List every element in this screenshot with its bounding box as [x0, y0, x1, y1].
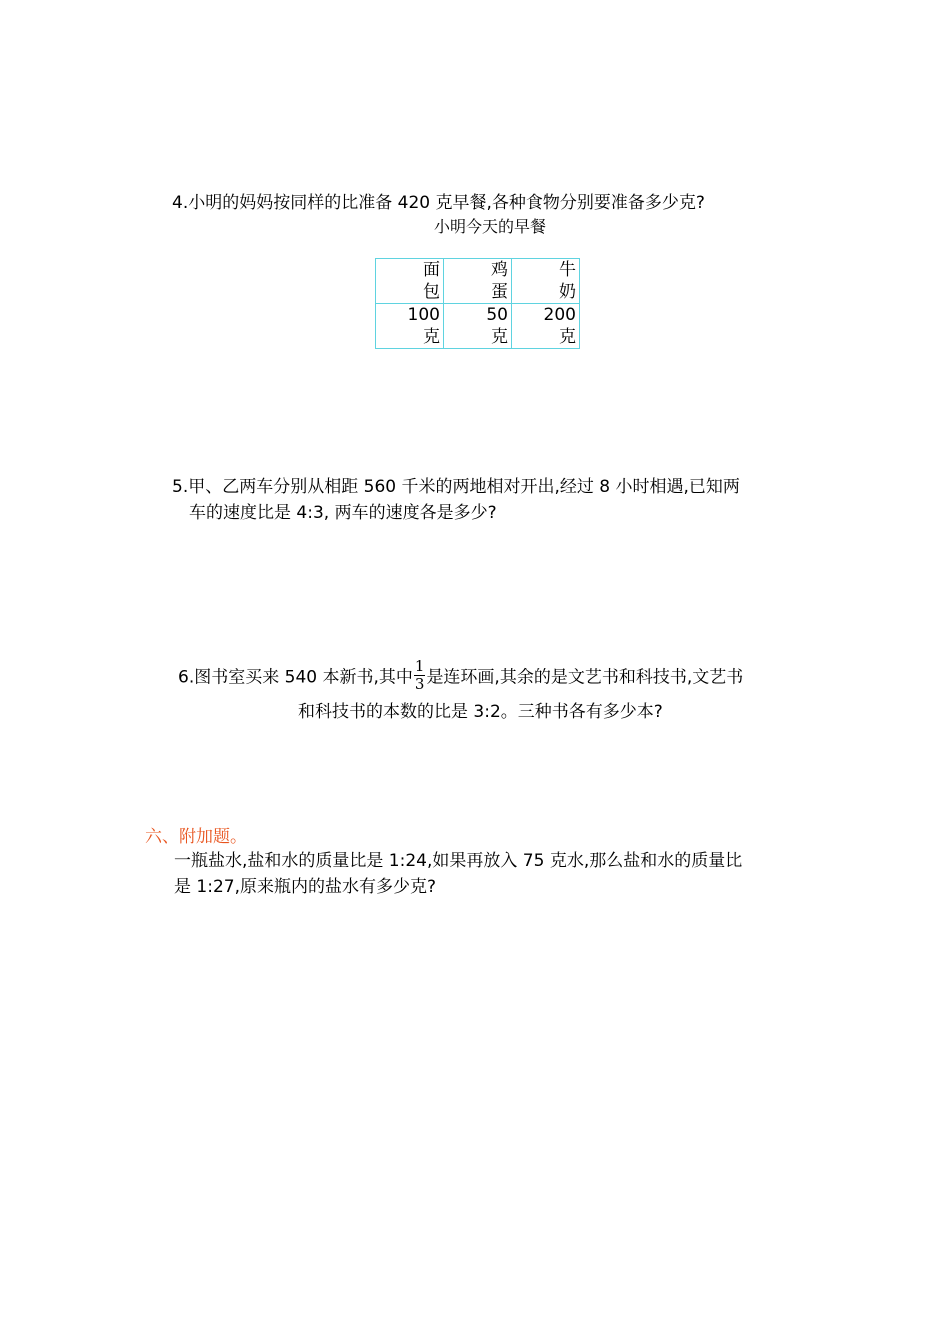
fraction-denominator: 3: [414, 675, 425, 693]
table-header-cell: [512, 259, 580, 304]
breakfast-table-caption: 小明今天的早餐: [433, 217, 546, 236]
milk-amount: 200: [543, 305, 576, 325]
table-value-cell: [376, 304, 444, 349]
header-egg-char2: 蛋: [491, 282, 508, 302]
extra-question-line-1: 一瓶盐水,盐和水的质量比是 1:24,如果再放入 75 克水,那么盐和水的质量比: [174, 851, 743, 871]
header-milk-char2: 奶: [559, 282, 576, 302]
milk-unit: 克: [559, 327, 576, 347]
header-egg-char1: 鸡: [491, 260, 508, 280]
table-value-cell: [444, 304, 512, 349]
breakfast-table: [375, 258, 580, 349]
one-third-fraction: [414, 658, 426, 693]
table-row: [376, 259, 580, 304]
header-bread-char1: 面: [423, 260, 440, 280]
table-value-cell: [512, 304, 580, 349]
table-header-cell: [376, 259, 444, 304]
fraction-numerator: 1: [414, 657, 425, 675]
question-4-text: 4.小明的妈妈按同样的比准备 420 克早餐,各种食物分别要准备多少克?: [172, 193, 705, 213]
egg-unit: 克: [491, 327, 508, 347]
bread-amount: 100: [407, 305, 440, 325]
question-6-text-after-fraction: 是连环画,其余的是文艺书和科技书,文艺书: [426, 667, 744, 688]
extra-question-line-2: 是 1:27,原来瓶内的盐水有多少克?: [174, 877, 437, 897]
question-6-line-1: [178, 657, 744, 695]
header-milk-char1: 牛: [559, 260, 576, 280]
bread-unit: 克: [423, 327, 440, 347]
question-5-line-1: 5.甲、乙两车分别从相距 560 千米的两地相对开出,经过 8 小时相遇,已知两: [172, 477, 740, 497]
egg-amount: 50: [486, 305, 508, 325]
question-5-line-2: 车的速度比是 4:3, 两车的速度各是多少?: [189, 503, 497, 523]
section-6-heading: 六、附加题。: [145, 827, 247, 847]
table-row: [376, 304, 580, 349]
header-bread-char2: 包: [423, 282, 440, 302]
question-6-text-before-fraction: 6.图书室买来 540 本新书,其中: [178, 667, 413, 688]
question-6-line-2: 和科技书的本数的比是 3:2。三种书各有多少本?: [298, 702, 663, 722]
table-header-cell: [444, 259, 512, 304]
